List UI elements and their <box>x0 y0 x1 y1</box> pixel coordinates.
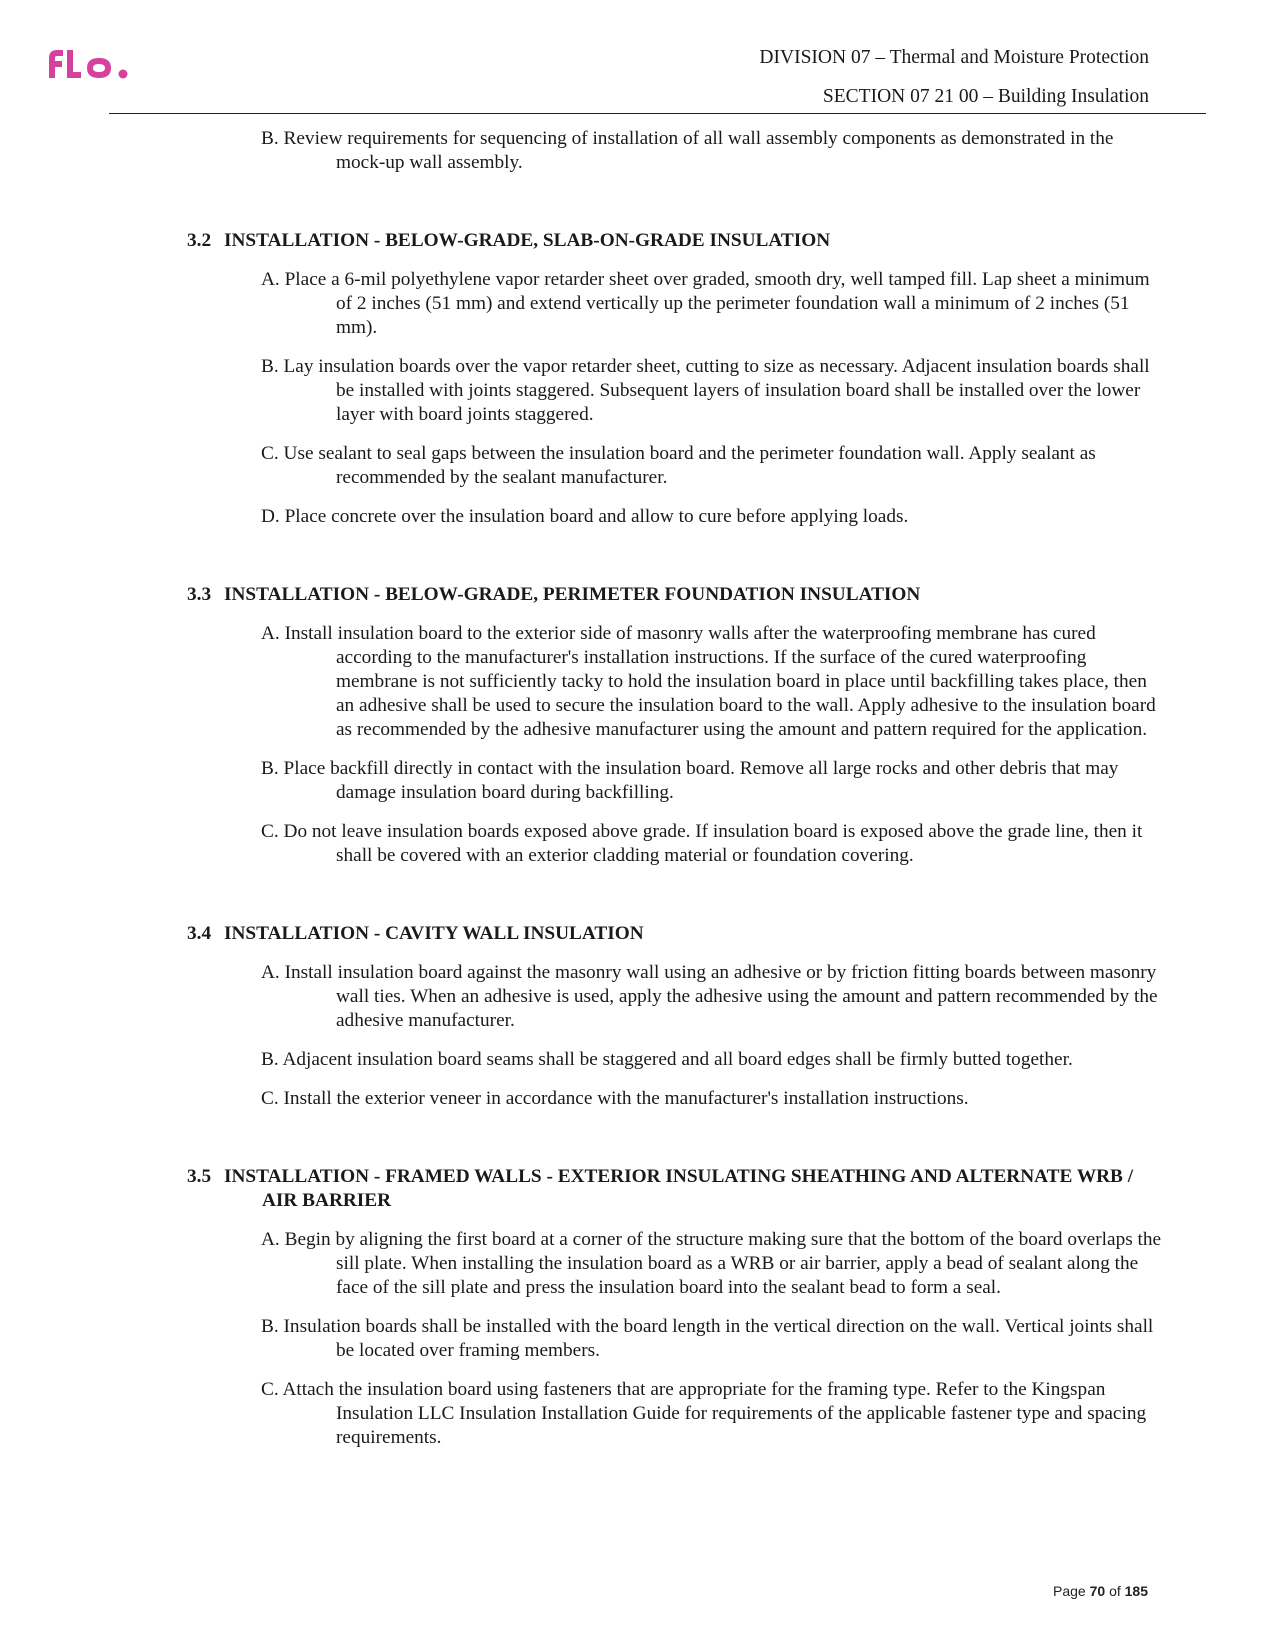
item-letter: B. <box>261 356 279 377</box>
section-number: 3.4 <box>187 923 212 944</box>
item-letter: C. <box>261 821 279 842</box>
list-item <box>261 442 1167 490</box>
list-item <box>261 505 1167 529</box>
list-item <box>261 757 1167 805</box>
item-letter: B. <box>261 1049 279 1070</box>
header-divider <box>109 113 1206 114</box>
section-number: 3.3 <box>187 584 212 605</box>
item-letter: C. <box>261 1088 279 1109</box>
page-label: Page <box>1053 1583 1086 1599</box>
section-number: 3.2 <box>187 230 212 251</box>
section-heading-3-4 <box>187 922 1167 946</box>
item-text: Adjacent insulation board seams shall be staggered and all board edges shall be firmly butted together. <box>282 1049 1073 1070</box>
list-item <box>261 1378 1167 1450</box>
item-letter: B. <box>261 128 279 149</box>
item-text: Install insulation board against the masonry wall using an adhesive or by friction fitting boards between masonry wall ties. When an adhesive is used, apply the adhesive using the amount and pattern recommended by the adhesive manufacturer. <box>284 962 1158 1031</box>
section-heading-3-5 <box>187 1165 1167 1213</box>
section-title-text: INSTALLATION - BELOW-GRADE, PERIMETER FOUNDATION INSULATION <box>224 584 921 605</box>
list-item <box>261 1315 1167 1363</box>
list-item <box>261 1087 1167 1111</box>
section-title-text: INSTALLATION - FRAMED WALLS - EXTERIOR INSULATING SHEATHING AND ALTERNATE WRB / AIR BARRIER <box>224 1166 1134 1211</box>
division-title: DIVISION 07 – Thermal and Moisture Protection <box>759 47 1149 68</box>
item-text: Place backfill directly in contact with the insulation board. Remove all large rocks and other debris that may damage insulation board during backfilling. <box>283 758 1119 803</box>
section-heading-3-2 <box>187 229 1167 253</box>
item-text: Attach the insulation board using fasteners that are appropriate for the framing type. Refer to the Kingspan Insulation LLC Insulation Installation Guide for requirements of the applicable fastener type and spacing requirements. <box>282 1379 1147 1448</box>
section-title-text: INSTALLATION - CAVITY WALL INSULATION <box>224 923 644 944</box>
item-text: Install the exterior veneer in accordance with the manufacturer's installation instructions. <box>283 1088 969 1109</box>
item-letter: A. <box>261 1229 280 1250</box>
document-body <box>187 127 1167 1465</box>
list-item <box>261 268 1167 340</box>
list-item <box>261 820 1167 868</box>
item-letter: D. <box>261 506 280 527</box>
item-letter: C. <box>261 1379 279 1400</box>
flo-logo-mark <box>45 46 137 82</box>
item-text: Lay insulation boards over the vapor retarder sheet, cutting to size as necessary. Adjacent insulation boards shall be installed with joints staggered. Subsequent layers of insulation board shall be installed over the lower layer with board joints staggered. <box>283 356 1150 425</box>
item-letter: B. <box>261 1316 279 1337</box>
item-text: Do not leave insulation boards exposed above grade. If insulation board is exposed above the grade line, then it shall be covered with an exterior cladding material or foundation covering. <box>283 821 1143 866</box>
item-text: Place concrete over the insulation board and allow to cure before applying loads. <box>284 506 909 527</box>
item-text: Begin by aligning the first board at a corner of the structure making sure that the bottom of the board overlaps the sill plate. When installing the insulation board as a WRB or air barrier, apply a bead of sealant along the face of the sill plate and press the insulation board into the sealant bead to form a seal. <box>284 1229 1162 1298</box>
list-item <box>261 961 1167 1033</box>
list-item <box>261 1048 1167 1072</box>
item-letter: A. <box>261 269 280 290</box>
of-label: of <box>1109 1583 1121 1599</box>
item-letter: A. <box>261 962 280 983</box>
list-item <box>261 355 1167 427</box>
item-letter: B. <box>261 758 279 779</box>
page-number: 70 <box>1089 1583 1106 1599</box>
item-text: Use sealant to seal gaps between the insulation board and the perimeter foundation wall. Apply sealant as recommended by the sealant manufacturer. <box>283 443 1096 488</box>
item-letter: C. <box>261 443 279 464</box>
item-text: Insulation boards shall be installed with the board length in the vertical direction on the wall. Vertical joints shall be located over framing members. <box>283 1316 1154 1361</box>
list-item <box>261 1228 1167 1300</box>
flo-logo <box>45 46 137 90</box>
list-item <box>261 622 1167 742</box>
section-title: SECTION 07 21 00 – Building Insulation <box>822 86 1149 107</box>
section-heading-3-3 <box>187 583 1167 607</box>
item-letter: A. <box>261 623 280 644</box>
item-text: Review requirements for sequencing of installation of all wall assembly components as demonstrated in the mock-up wall assembly. <box>283 128 1114 173</box>
page-total: 185 <box>1124 1583 1148 1599</box>
section-title-text: INSTALLATION - BELOW-GRADE, SLAB-ON-GRADE INSULATION <box>224 230 831 251</box>
item-text: Place a 6-mil polyethylene vapor retarder sheet over graded, smooth dry, well tamped fill. Lap sheet a minimum of 2 inches (51 mm) and extend vertically up the perimeter foundation wall a minimum of 2 inches (51 mm). <box>284 269 1150 338</box>
list-item <box>261 127 1167 175</box>
section-number: 3.5 <box>187 1166 212 1187</box>
item-text: Install insulation board to the exterior side of masonry walls after the waterproofing membrane has cured according to the manufacturer's installation instructions. If the surface of the cured waterproofing membrane is not sufficiently tacky to hold the insulation board in place until backfilling takes place, then an adhesive shall be used to secure the insulation board to the wall. Apply adhesive to the insulation board as recommended by the adhesive manufacturer using the amount and pattern required for the application. <box>284 623 1156 740</box>
page-footer <box>1053 1583 1148 1599</box>
